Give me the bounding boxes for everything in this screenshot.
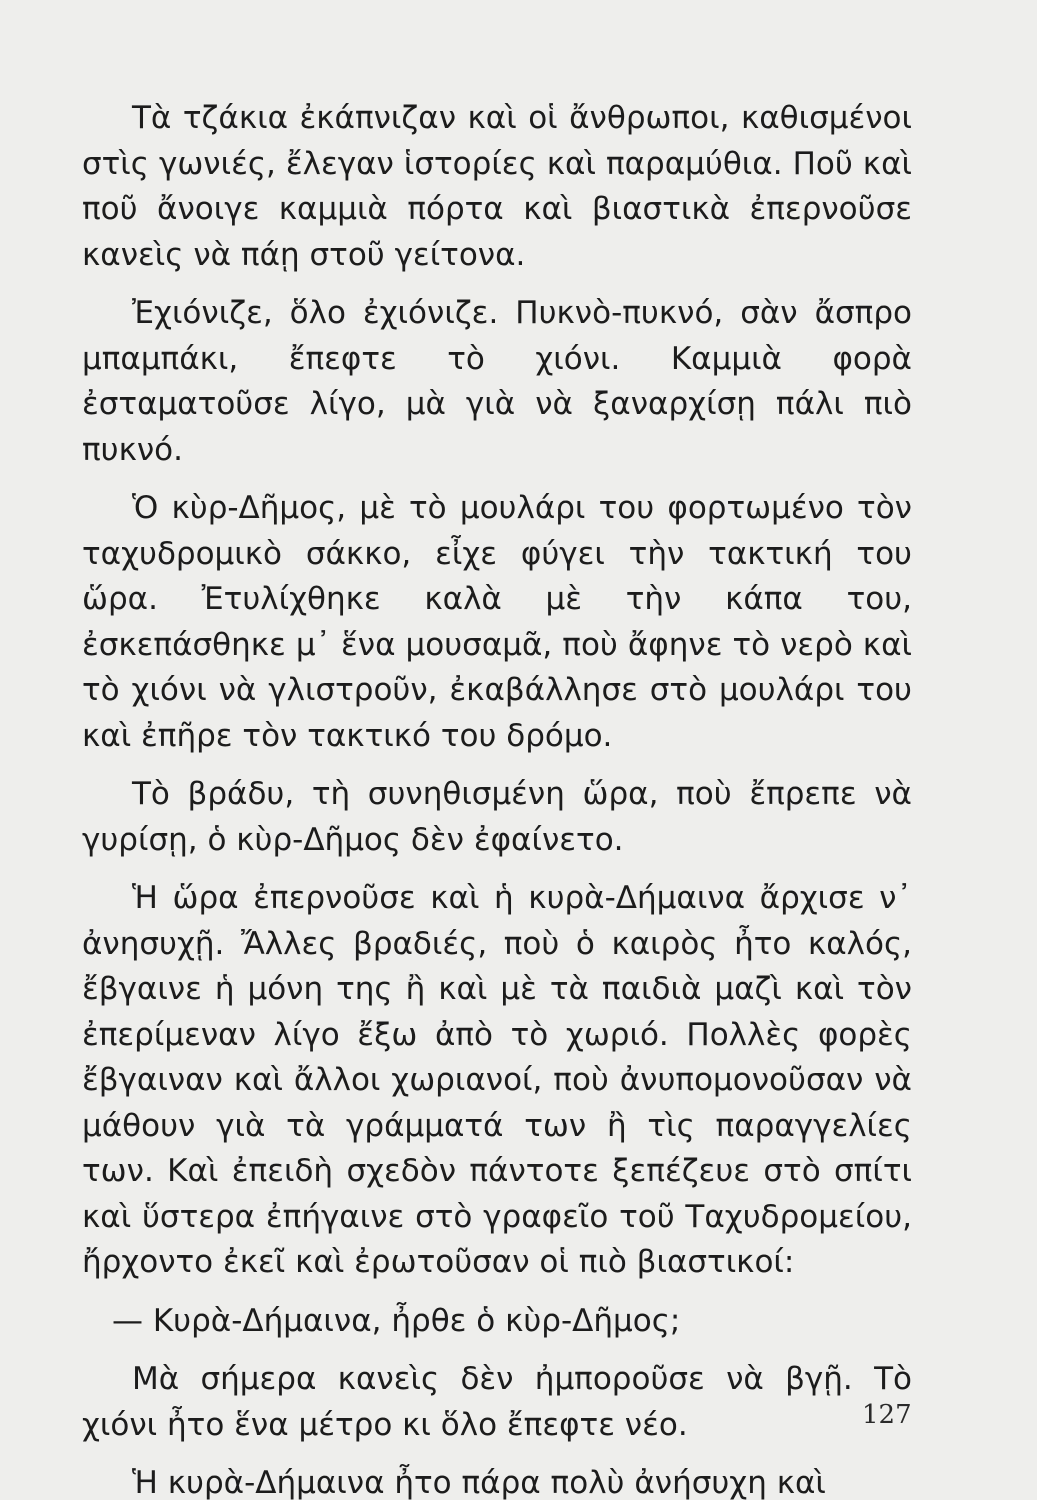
paragraph: Τὸ βράδυ, τὴ συνηθισμένη ὥρα, ποὺ ἔπρεπε νὰ γυρίσῃ, ὁ κὺρ-Δῆμος δὲν ἐφαίνετο. <box>82 776 912 858</box>
page-number: 127 <box>862 1400 912 1430</box>
paragraph: Ἐχιόνιζε, ὅλο ἐχιόνιζε. Πυκνὸ-πυκνό, σὰν ἄσπρο μπαμπάκι, ἔπεφτε τὸ χιόνι. Καμμιὰ φορὰ ἐσταματοῦσε λίγο, μὰ γιὰ νὰ ξαναρχίσῃ πάλι πιὸ πυκνό. <box>82 295 912 468</box>
paragraph: Ἡ ὥρα ἐπερνοῦσε καὶ ἡ κυρὰ-Δήμαινα ἄρχισε ν᾽ ἀνησυχῇ. Ἄλλες βραδιές, ποὺ ὁ καιρὸς ἦτο καλός, ἔβγαινε ἡ μόνη της ἢ καὶ μὲ τὰ παιδιὰ μαζὶ καὶ τὸν ἐπερίμεναν λίγο ἔξω ἀπὸ τὸ χωριό. Πολλὲς φορὲς ἔβγαιναν καὶ ἄλλοι χωριανοί, ποὺ ἀνυπομονοῦσαν νὰ μάθουν γιὰ τὰ γράμματά των ἢ τὶς παραγγελίες των. Καὶ ἐπειδὴ σχεδὸν πάντοτε ξεπέζευε στὸ σπίτι καὶ ὕστερα ἐπήγαινε στὸ γραφεῖο τοῦ Ταχυδρομείου, ἤρχοντο ἐκεῖ καὶ ἐρωτοῦσαν οἱ πιὸ βιαστικοί: <box>82 880 912 1280</box>
dialogue-line: — Κυρὰ-Δήμαινα, ἦρθε ὁ κὺρ-Δῆμος; <box>112 1302 681 1339</box>
paragraph: Ὁ κὺρ-Δῆμος, μὲ τὸ μουλάρι του φορτωμένο τὸν ταχυδρομικὸ σάκκο, εἶχε φύγει τὴν τακτική του ὥρα. Ἐτυλίχθηκε καλὰ μὲ τὴν κάπα του, ἐσκεπάσθηκε μ᾽ ἕνα μουσαμᾶ, ποὺ ἄφηνε τὸ νερὸ καὶ τὸ χιόνι νὰ γλιστροῦν, ἐκαβάλλησε στὸ μουλάρι του καὶ ἐπῆρε τὸν τακτικό του δρόμο. <box>82 490 912 754</box>
paragraph: Μὰ σήμερα κανεὶς δὲν ἠμποροῦσε νὰ βγῇ. Τὸ χιόνι ἦτο ἕνα μέτρο κι ὅλο ἔπεφτε νέο. <box>82 1361 912 1443</box>
body-text <box>82 96 912 1500</box>
paragraph: Ἡ κυρὰ-Δήμαινα ἦτο πάρα πολὺ ἀνήσυχη καὶ <box>132 1465 826 1500</box>
paragraph: Τὰ τζάκια ἐκάπνιζαν καὶ οἱ ἄνθρωποι, καθισμένοι στὶς γωνιές, ἔλεγαν ἱστορίες καὶ παραμύθια. Ποῦ καὶ ποῦ ἄνοιγε καμμιὰ πόρτα καὶ βιαστικὰ ἐπερνοῦσε κανεὶς νὰ πάῃ στοῦ γείτονα. <box>82 100 912 273</box>
